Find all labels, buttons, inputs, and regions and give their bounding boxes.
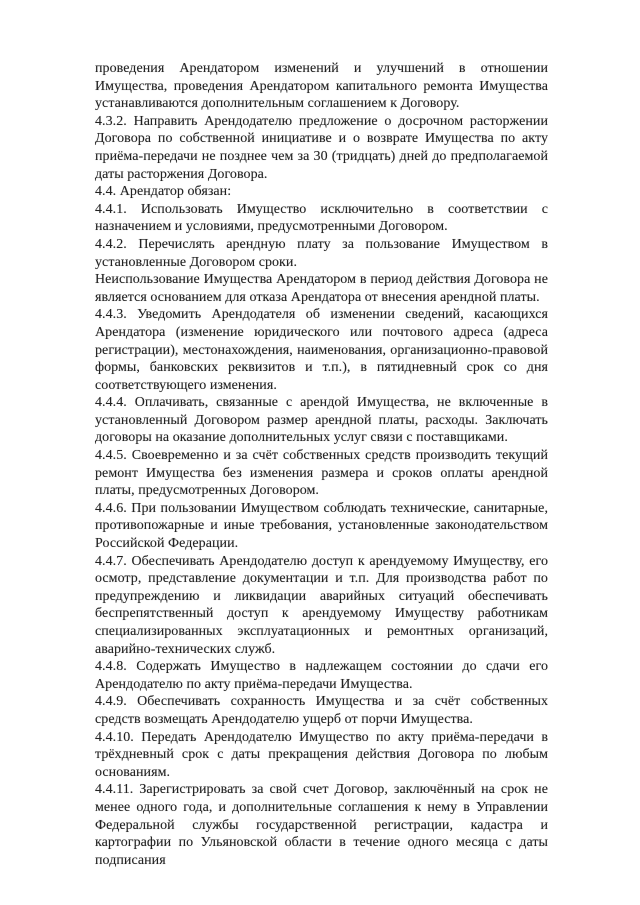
clause-4-4-9: 4.4.9. Обеспечивать сохранность Имущества и за счёт собственных средств возмещать Арендодателю ущерб от порчи Имущества. [95,694,548,727]
clause-4-4-5: 4.4.5. Своевременно и за счёт собственных средств производить текущий ремонт Имущества без изменения размера и сроков оплаты арендной платы, предусмотренных Договором. [95,448,548,499]
clause-4-4-11: 4.4.11. Зарегистрировать за свой счет Договор, заключённый на срок не менее одного года, и дополнительные соглашения к нему в Управлении Федеральной службы государственной регистрации, кадастра и картографии по Ульяновской области в течение одного месяца с даты подписания [95,782,548,868]
clause-4-4-heading: 4.4. Арендатор обязан: [95,184,232,200]
clause-4-4-2: 4.4.2. Перечислять арендную плату за пользование Имуществом в установленные Договором сроки. [95,236,548,270]
clause-4-4-4: 4.4.4. Оплачивать, связанные с арендой Имущества, не включенные в установленный Договором размер арендной платы, расходы. Заключать договоры на оказание дополнительных услуг связи с поставщиками. [95,395,548,446]
clause-4-4-2-note: Неиспользование Имущества Арендатором в период действия Договора не является основанием для отказа Арендатора от внесения арендной платы. [95,272,548,305]
clause-4-4-1: 4.4.1. Использовать Имущество исключительно в соответствии с назначением и условиями, предусмотренными Договором. [95,201,548,235]
clause-4-4-8: 4.4.8. Содержать Имущество в надлежащем состоянии до сдачи его Арендодателю по акту приёма-передачи Имущества. [95,659,548,692]
clause-4-4-6: 4.4.6. При пользовании Имуществом соблюдать технические, санитарные, противопожарные и иные требования, установленные законодательством Российской Федерации. [95,500,548,552]
clause-continuation: проведения Арендатором изменений и улучшений в отношении Имущества, проведения Арендатором капитального ремонта Имущества устанавливаются дополнительным соглашением к Договору. [95,61,548,112]
clause-4-4-10: 4.4.10. Передать Арендодателю Имущество по акту приёма-передачи в трёхдневный срок с даты прекращения действия Договора по любым основаниям. [95,729,548,780]
clause-4-4-7: 4.4.7. Обеспечивать Арендодателю доступ к арендуемому Имуществу, его осмотр, представление документации и т.п. Для производства работ по предупреждению и ликвидации аварийных ситуаций обеспечивать беспрепятственный доступ к арендуемому Имуществу работникам специализированных эксплуатационных и ремонтных организаций, аварийно-технических служб. [95,553,548,657]
clause-4-3-2: 4.3.2. Направить Арендодателю предложение о досрочном расторжении Договора по собственной инициативе и о возврате Имущества по акту приёма-передачи не позднее чем за 30 (тридцать) дней до предполагаемой даты расторжения Договора. [95,113,548,182]
clause-4-4-3: 4.4.3. Уведомить Арендодателя об изменении сведений, касающихся Арендатора (изменение юридического или почтового адреса (адреса регистрации), местонахождения, наименования, организационно-правовой формы, банковских реквизитов и т.п.), в пятидневный срок со дня соответствующего изменения. [95,307,548,393]
